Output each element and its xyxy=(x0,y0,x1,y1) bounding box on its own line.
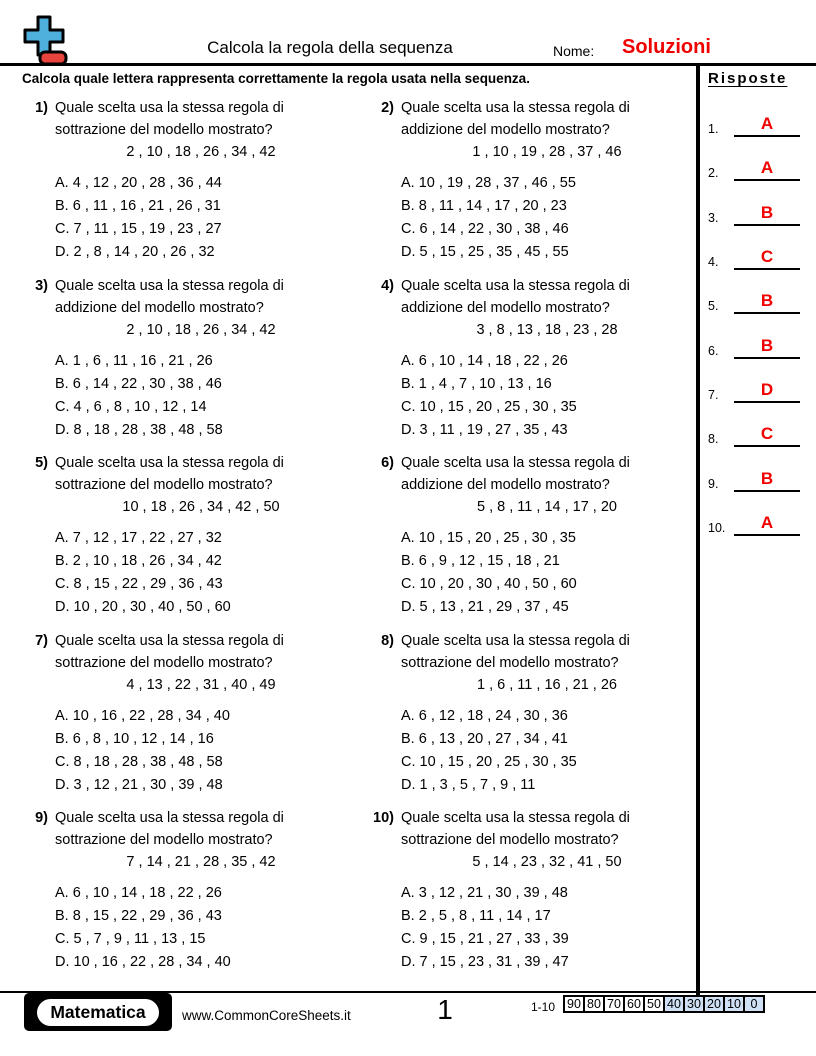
question-prompt-line2: addizione del modello mostrato? xyxy=(55,299,264,316)
choice-d: D. 3 , 12 , 21 , 30 , 39 , 48 xyxy=(55,776,223,793)
pattern-sequence: 4 , 13 , 22 , 31 , 40 , 49 xyxy=(126,676,276,693)
choice-b: B. 8 , 11 , 14 , 17 , 20 , 23 xyxy=(401,198,567,214)
choice-c: C. 4 , 6 , 8 , 10 , 12 , 14 xyxy=(55,398,207,415)
answer-number: 6. xyxy=(708,344,719,358)
question-prompt-line1: Quale scelta usa la stessa regola di xyxy=(55,632,284,649)
answer-row-6 xyxy=(706,333,810,359)
pattern-sequence: 10 , 18 , 26 , 34 , 42 , 50 xyxy=(122,499,280,515)
choice-c: C. 6 , 14 , 22 , 30 , 38 , 46 xyxy=(401,221,569,237)
choice-a: A. 4 , 12 , 20 , 28 , 36 , 44 xyxy=(55,175,222,191)
choice-d: D. 8 , 18 , 28 , 38 , 48 , 58 xyxy=(55,421,223,438)
choice-a: A. 10 , 15 , 20 , 25 , 30 , 35 xyxy=(401,530,576,546)
choice-b: B. 8 , 15 , 22 , 29 , 36 , 43 xyxy=(55,908,222,924)
answer-blank-line xyxy=(734,425,800,447)
choice-a: A. 1 , 6 , 11 , 16 , 21 , 26 xyxy=(55,352,213,369)
answer-blank-line xyxy=(734,204,800,226)
question-number: 7) xyxy=(35,632,48,649)
page-number: 1 xyxy=(437,994,453,1025)
question-3 xyxy=(22,275,368,453)
question-prompt-line2: addizione del modello mostrato? xyxy=(401,122,610,138)
answers-title: Risposte xyxy=(708,70,788,87)
answer-row-10 xyxy=(706,510,810,536)
question-prompt-line2: sottrazione del modello mostrato? xyxy=(55,654,273,671)
answers-divider xyxy=(696,66,700,998)
question-number: 6) xyxy=(381,455,394,471)
answer-letter: C xyxy=(760,247,774,266)
answer-row-3 xyxy=(706,200,810,226)
choice-b: B. 2 , 5 , 8 , 11 , 14 , 17 xyxy=(401,908,551,924)
question-number: 5) xyxy=(35,455,48,471)
question-number: 1) xyxy=(35,100,48,116)
question-number: 8) xyxy=(381,632,394,649)
answer-row-7 xyxy=(706,377,810,403)
choice-d: D. 1 , 3 , 5 , 7 , 9 , 11 xyxy=(401,776,536,793)
score-cell: 60 xyxy=(623,995,645,1013)
choice-d: D. 5 , 13 , 21 , 29 , 37 , 45 xyxy=(401,599,569,615)
questions-grid xyxy=(22,97,700,985)
choice-c: C. 10 , 15 , 20 , 25 , 30 , 35 xyxy=(401,753,577,770)
choice-b: B. 6 , 14 , 22 , 30 , 38 , 46 xyxy=(55,375,222,392)
choice-d: D. 7 , 15 , 23 , 31 , 39 , 47 xyxy=(401,954,569,970)
score-table xyxy=(563,995,765,1013)
pattern-sequence: 2 , 10 , 18 , 26 , 34 , 42 xyxy=(126,144,276,160)
answer-row-8 xyxy=(706,421,810,447)
answer-row-4 xyxy=(706,244,810,270)
question-6 xyxy=(368,452,700,630)
choice-a: A. 10 , 16 , 22 , 28 , 34 , 40 xyxy=(55,707,230,724)
answer-row-2 xyxy=(706,155,810,181)
matematica-logo xyxy=(24,993,172,1031)
choice-b: B. 2 , 10 , 18 , 26 , 34 , 42 xyxy=(55,553,222,569)
answer-number: 10. xyxy=(708,521,726,535)
answer-number: 9. xyxy=(708,477,719,491)
choice-c: C. 5 , 7 , 9 , 11 , 13 , 15 xyxy=(55,931,206,947)
answer-blank-line xyxy=(734,292,800,314)
score-cell: 0 xyxy=(743,995,765,1013)
choice-d: D. 3 , 11 , 19 , 27 , 35 , 43 xyxy=(401,421,568,438)
pattern-sequence: 1 , 6 , 11 , 16 , 21 , 26 xyxy=(477,676,617,693)
score-cell: 90 xyxy=(563,995,585,1013)
choice-b: B. 6 , 11 , 16 , 21 , 26 , 31 xyxy=(55,198,221,214)
question-10 xyxy=(368,807,700,985)
answer-number: 1. xyxy=(708,122,719,136)
choice-c: C. 7 , 11 , 15 , 19 , 23 , 27 xyxy=(55,221,222,237)
pattern-sequence: 3 , 8 , 13 , 18 , 23 , 28 xyxy=(476,321,618,338)
answer-blank-line xyxy=(734,470,800,492)
score-cell: 20 xyxy=(703,995,725,1013)
question-prompt-line2: sottrazione del modello mostrato? xyxy=(55,477,273,493)
answer-letter: A xyxy=(760,114,774,133)
pattern-sequence: 2 , 10 , 18 , 26 , 34 , 42 xyxy=(126,321,276,338)
question-number: 9) xyxy=(35,810,48,826)
score-cell: 70 xyxy=(603,995,625,1013)
answer-number: 8. xyxy=(708,432,719,446)
answer-blank-line xyxy=(734,159,800,181)
choice-a: A. 6 , 12 , 18 , 24 , 30 , 36 xyxy=(401,707,568,724)
question-number: 3) xyxy=(35,277,48,294)
answer-blank-line xyxy=(734,115,800,137)
answer-number: 4. xyxy=(708,255,719,269)
question-1 xyxy=(22,97,368,275)
answer-blank-line xyxy=(734,381,800,403)
answer-letter: A xyxy=(760,158,774,177)
choice-d: D. 10 , 16 , 22 , 28 , 34 , 40 xyxy=(55,954,231,970)
answer-blank-line xyxy=(734,248,800,270)
instruction-text: Calcola quale lettera rappresenta correttamente la regola usata nella sequenza. xyxy=(22,71,530,86)
answer-blank-line xyxy=(734,514,800,536)
answer-number: 3. xyxy=(708,211,719,225)
question-prompt-line2: sottrazione del modello mostrato? xyxy=(401,832,619,848)
choice-a: A. 7 , 12 , 17 , 22 , 27 , 32 xyxy=(55,530,222,546)
choice-a: A. 10 , 19 , 28 , 37 , 46 , 55 xyxy=(401,175,576,191)
choice-c: C. 9 , 15 , 21 , 27 , 33 , 39 xyxy=(401,931,569,947)
website-url: www.CommonCoreSheets.it xyxy=(182,1008,351,1023)
question-prompt-line1: Quale scelta usa la stessa regola di xyxy=(401,100,630,116)
question-prompt-line2: addizione del modello mostrato? xyxy=(401,477,610,493)
page-title: Calcola la regola della sequenza xyxy=(207,38,453,57)
choice-c: C. 10 , 20 , 30 , 40 , 50 , 60 xyxy=(401,576,577,592)
question-prompt-line1: Quale scelta usa la stessa regola di xyxy=(55,455,284,471)
question-number: 10) xyxy=(373,810,394,826)
answer-row-9 xyxy=(706,466,810,492)
choice-b: B. 6 , 13 , 20 , 27 , 34 , 41 xyxy=(401,730,568,747)
question-prompt-line1: Quale scelta usa la stessa regola di xyxy=(55,810,284,826)
choice-a: A. 6 , 10 , 14 , 18 , 22 , 26 xyxy=(401,352,568,369)
score-range-label: 1-10 xyxy=(530,1000,555,1014)
pattern-sequence: 7 , 14 , 21 , 28 , 35 , 42 xyxy=(126,854,276,870)
question-prompt-line1: Quale scelta usa la stessa regola di xyxy=(401,632,630,649)
question-prompt-line1: Quale scelta usa la stessa regola di xyxy=(55,100,284,116)
logo-label: Matematica xyxy=(37,999,158,1026)
answer-number: 7. xyxy=(708,388,719,402)
question-number: 4) xyxy=(381,277,394,294)
choice-c: C. 8 , 18 , 28 , 38 , 48 , 58 xyxy=(55,753,223,770)
answer-letter: B xyxy=(760,469,774,488)
answer-letter: A xyxy=(760,513,774,532)
choice-d: D. 2 , 8 , 14 , 20 , 26 , 32 xyxy=(55,244,215,260)
score-cell: 30 xyxy=(683,995,705,1013)
question-5 xyxy=(22,452,368,630)
score-cell: 80 xyxy=(583,995,605,1013)
answer-blank-line xyxy=(734,337,800,359)
answer-letter: B xyxy=(760,336,774,355)
question-prompt-line2: addizione del modello mostrato? xyxy=(401,299,610,316)
question-prompt-line1: Quale scelta usa la stessa regola di xyxy=(401,455,630,471)
answer-letter: B xyxy=(760,203,774,222)
score-cell: 40 xyxy=(663,995,685,1013)
question-prompt-line1: Quale scelta usa la stessa regola di xyxy=(401,810,630,826)
answer-number: 5. xyxy=(708,299,719,313)
choice-c: C. 8 , 15 , 22 , 29 , 36 , 43 xyxy=(55,576,223,592)
choice-c: C. 10 , 15 , 20 , 25 , 30 , 35 xyxy=(401,398,577,415)
question-prompt-line1: Quale scelta usa la stessa regola di xyxy=(55,277,284,294)
choice-d: D. 10 , 20 , 30 , 40 , 50 , 60 xyxy=(55,599,231,615)
choice-b: B. 1 , 4 , 7 , 10 , 13 , 16 xyxy=(401,375,552,392)
question-number: 2) xyxy=(381,100,394,116)
header-rule xyxy=(0,63,816,66)
pattern-sequence: 5 , 14 , 23 , 32 , 41 , 50 xyxy=(472,854,622,870)
answer-row-5 xyxy=(706,288,810,314)
score-cell: 10 xyxy=(723,995,745,1013)
question-4 xyxy=(368,275,700,453)
question-prompt-line1: Quale scelta usa la stessa regola di xyxy=(401,277,630,294)
question-8 xyxy=(368,630,700,808)
answer-letter: D xyxy=(760,380,774,399)
question-9 xyxy=(22,807,368,985)
choice-b: B. 6 , 8 , 10 , 12 , 14 , 16 xyxy=(55,730,214,747)
choice-b: B. 6 , 9 , 12 , 15 , 18 , 21 xyxy=(401,553,560,569)
question-2 xyxy=(368,97,700,275)
question-prompt-line2: sottrazione del modello mostrato? xyxy=(401,654,619,671)
choice-a: A. 6 , 10 , 14 , 18 , 22 , 26 xyxy=(55,885,222,901)
choice-d: D. 5 , 15 , 25 , 35 , 45 , 55 xyxy=(401,244,569,260)
question-prompt-line2: sottrazione del modello mostrato? xyxy=(55,832,273,848)
name-label: Nome: xyxy=(553,43,595,59)
name-value: Soluzioni xyxy=(622,36,711,58)
choice-a: A. 3 , 12 , 21 , 30 , 39 , 48 xyxy=(401,885,568,901)
answer-letter: C xyxy=(760,424,774,443)
answer-letter: B xyxy=(760,291,774,310)
score-cell: 50 xyxy=(643,995,665,1013)
pattern-sequence: 5 , 8 , 11 , 14 , 17 , 20 xyxy=(477,499,617,515)
question-prompt-line2: sottrazione del modello mostrato? xyxy=(55,122,273,138)
answer-row-1 xyxy=(706,111,810,137)
question-7 xyxy=(22,630,368,808)
pattern-sequence: 1 , 10 , 19 , 28 , 37 , 46 xyxy=(472,144,622,160)
plus-minus-icon xyxy=(20,14,68,73)
answer-number: 2. xyxy=(708,166,719,180)
